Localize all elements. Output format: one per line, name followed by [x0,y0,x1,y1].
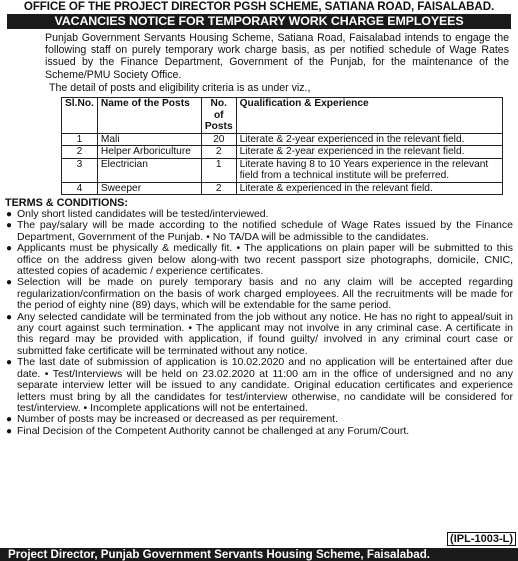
row-post-name: Sweeper [97,182,201,195]
row-qualification: Literate & experienced in the relevant field. [236,182,502,195]
term-text: The pay/salary will be made according to the notified schedule of Wage Rates issued by the Finance Department, Government of the Punjab. • No TA/DA will be admissible to the candidates. [17,219,513,243]
bullet-icon: ● [6,209,13,221]
header-post-name: Name of the Posts [97,98,201,134]
notice-title-banner: VACANCIES NOTICE FOR TEMPORARY WORK CHARGE EMPLOYEES [7,14,511,29]
row-sl: 3 [62,158,98,182]
footer-signature-banner: Project Director, Punjab Government Servants Housing Scheme, Faisalabad. [0,548,518,561]
row-sl: 4 [62,182,98,195]
term-text: Applicants must be physically & medically fit. • The applications on plain paper will be submitted to this office on the address given below along-with two recent passport size photographs, domicile, CNIC, attested copies of academic / experience certificates. [17,242,513,278]
row-sl: 2 [62,146,98,159]
bullet-icon: ● [6,425,13,437]
row-posts-count: 2 [201,182,236,195]
term-text: Selection will be made on purely temporary basis and no any claim will be accepted regarding regularization/confirmation on the basis of work charged employees. All the recruitments will be made for the period of eighty nine (89) days, which will be extendable for the same period. [17,276,513,312]
list-item [5,220,513,243]
list-item [5,277,513,311]
row-posts-count: 1 [201,158,236,182]
row-post-name: Mali [97,133,201,146]
detail-line: The detail of posts and eligibility criteria is as under viz., [49,81,311,94]
term-text: Number of posts may be increased or decreased as per requirement. [17,413,338,426]
list-item [5,312,513,358]
row-post-name: Electrician [97,158,201,182]
table-row [62,158,503,182]
posts-table [61,97,503,195]
terms-heading: TERMS & CONDITIONS: [5,197,128,210]
term-text: Final Decision of the Competent Authority cannot be challenged at any Forum/Court. [17,424,410,437]
table-header-row [62,98,503,134]
list-item [5,357,513,414]
intro-paragraph [5,32,513,81]
row-qualification: Literate & 2-year experienced in the relevant field. [236,146,502,159]
office-address-heading: OFFICE OF THE PROJECT DIRECTOR PGSH SCHEME, SATIANA ROAD, FAISALABAD. [23,0,495,13]
header-qualification: Qualification & Experience [236,98,502,134]
bullet-icon: ● [6,243,13,255]
header-no-of-posts: No. of Posts [201,98,236,134]
table-row [62,133,503,146]
list-item [5,426,513,437]
row-sl: 1 [62,133,98,146]
term-text: The last date of submission of application is 10.02.2020 and no application will be entertained after due date. • Test/Interviews will be held on 23.02.2020 at 11:00 am in the office of undersigned and no any separate interview letter will be issued to any candidate. Original education certificates and experience letters must bring by all the candidates for test/interview otherwise, no candidate will be considered for test/interview. • Incomplete applications will not be entertained. [17,356,513,414]
row-qualification: Literate & 2-year experienced in the relevant field. [236,133,502,146]
row-qualification: Literate having 8 to 10 Years experience in the relevant field from a technical institute will be preferred. [236,158,502,182]
list-item [5,243,513,277]
row-post-name: Helper Arboriculture [97,146,201,159]
term-text: Any selected candidate will be terminated from the job without any notice. He has no right to appeal/suit in any court against such termination. • The applicant may not involve in any criminal case. A certificate in this regard may be provided with application, if found guilty/ involved in any criminal court case or submitted fake certificate will be terminated without any notice. [17,310,513,357]
row-posts-count: 20 [201,133,236,146]
bullet-icon: ● [6,277,13,289]
term-text: Only short listed candidates will be tested/interviewed. [17,208,269,221]
intro-text: Punjab Government Servants Housing Scheme, Satiana Road, Faisalabad intends to engage the following staff on purely temporary work charge basis, as per notified schedule of Wage Rates issued by the Finance Department, Government of the Punjab, for the maintenance of the Scheme/PMU Society Office. [45,32,509,81]
terms-list [5,209,513,437]
bullet-icon: ● [6,414,13,426]
bullet-icon: ● [6,220,13,232]
bullet-icon: ● [6,357,13,369]
bullet-icon: ● [6,311,13,323]
header-sl-no: Sl.No. [62,98,98,134]
table-row [62,182,503,195]
table-row [62,146,503,159]
ipl-code-tag: (IPL-1003-L) [447,532,516,546]
row-posts-count: 2 [201,146,236,159]
